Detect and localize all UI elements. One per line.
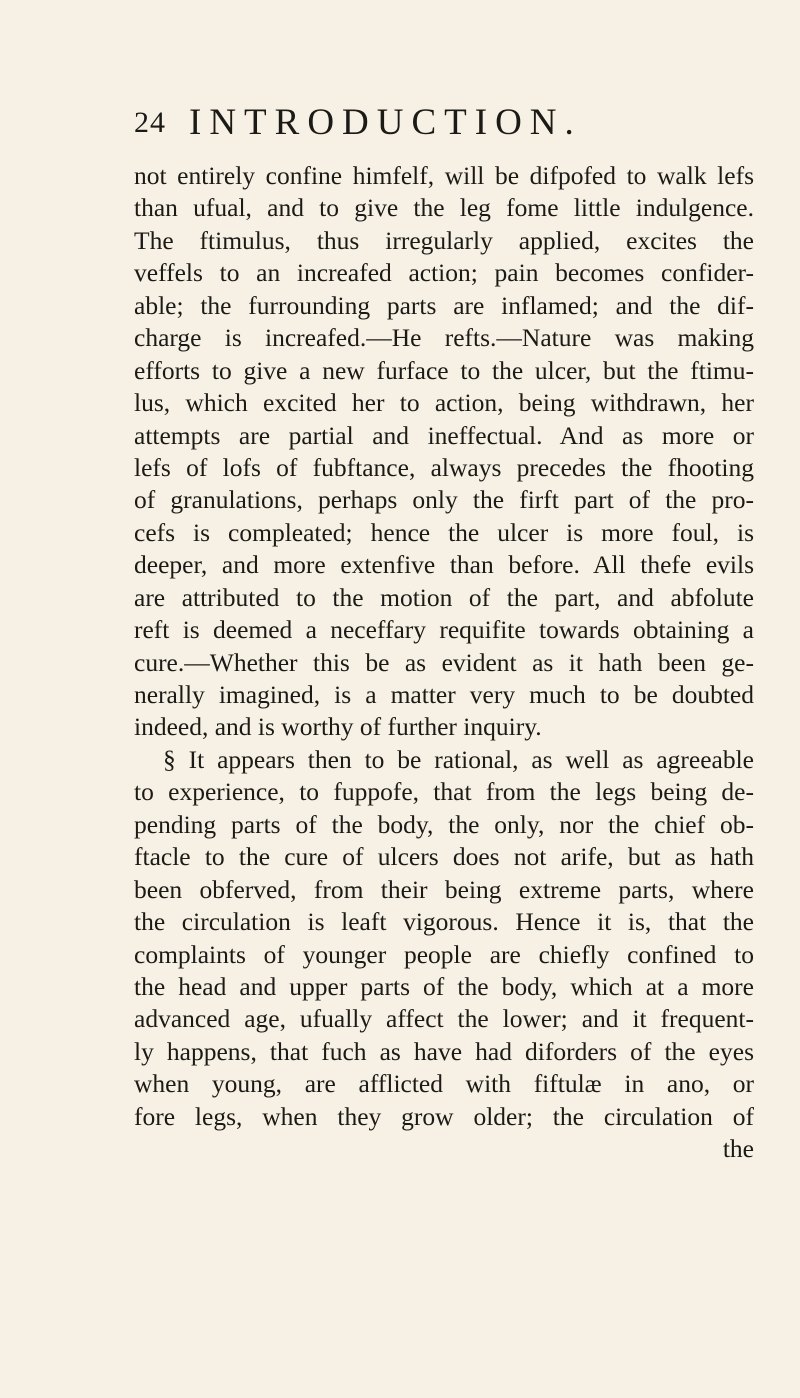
text-line: veffels to an increafed action; pain becomes confider- <box>134 258 754 288</box>
text-line: ftacle to the cure of ulcers does not arife, but as hath <box>134 842 754 872</box>
paragraph-start-line: § It appears then to be rational, as well as agreeable <box>163 744 754 774</box>
catchword: the <box>722 1134 754 1164</box>
text-line: reft is deemed a neceffary requifite towards obtaining a <box>134 615 754 645</box>
text-line: nerally imagined, is a matter very much to be doubted <box>134 680 754 709</box>
text-line: than ufual, and to give the leg fome little indulgence. <box>134 193 754 223</box>
text-line: efforts to give a new furface to the ulcer, but the ftimu- <box>134 355 754 385</box>
text-line: charge is increafed.—He refts.—Nature was making <box>134 323 754 353</box>
text-line: complaints of younger people are chiefly confined to <box>134 939 754 969</box>
text-line: ly happens, that fuch as have had diforders of the eyes <box>134 1036 754 1066</box>
page-number: 24 <box>134 106 166 139</box>
text-line: attempts are partial and ineffectual. And as more or <box>134 420 754 450</box>
text-line: The ftimulus, thus irregularly applied, excites the <box>134 225 754 255</box>
text-line: when young, are afflicted with fiftulæ in ano, or <box>134 1069 754 1099</box>
text-line: deeper, and more extenfive than before. All thefe evils <box>134 550 754 580</box>
text-line: the circulation is leaft vigorous. Hence it is, that the <box>134 907 754 937</box>
text-line: lefs of lofs of fubftance, always precedes the fhooting <box>134 452 754 482</box>
text-line: to experience, to fuppofe, that from the legs being de- <box>134 777 754 807</box>
body-text <box>134 160 754 1166</box>
text-line: been obferved, from their being extreme parts, where <box>134 874 754 904</box>
text-line: not entirely confine himfelf, will be difpofed to walk lefs <box>134 161 754 190</box>
text-line: cefs is compleated; hence the ulcer is more foul, is <box>134 517 754 547</box>
page-header <box>134 100 754 146</box>
paragraph-end-line: indeed, and is worthy of further inquiry. <box>134 712 542 742</box>
text-line: pending parts of the body, the only, nor the chief ob- <box>134 809 754 839</box>
text-line: lus, which excited her to action, being withdrawn, her <box>134 388 754 418</box>
text-line: the head and upper parts of the body, which at a more <box>134 971 754 1001</box>
text-line: are attributed to the motion of the part, and abfolute <box>134 582 754 612</box>
text-line: advanced age, ufually affect the lower; and it frequent- <box>134 1004 754 1034</box>
text-line: able; the furrounding parts are inflamed; and the dif- <box>134 290 754 320</box>
text-line: fore legs, when they grow older; the circulation of <box>134 1101 754 1131</box>
running-head: INTRODUCTION. <box>189 102 582 143</box>
text-line: of granulations, perhaps only the firft part of the pro- <box>134 485 754 515</box>
text-line: cure.—Whether this be as evident as it hath been ge- <box>134 647 754 677</box>
